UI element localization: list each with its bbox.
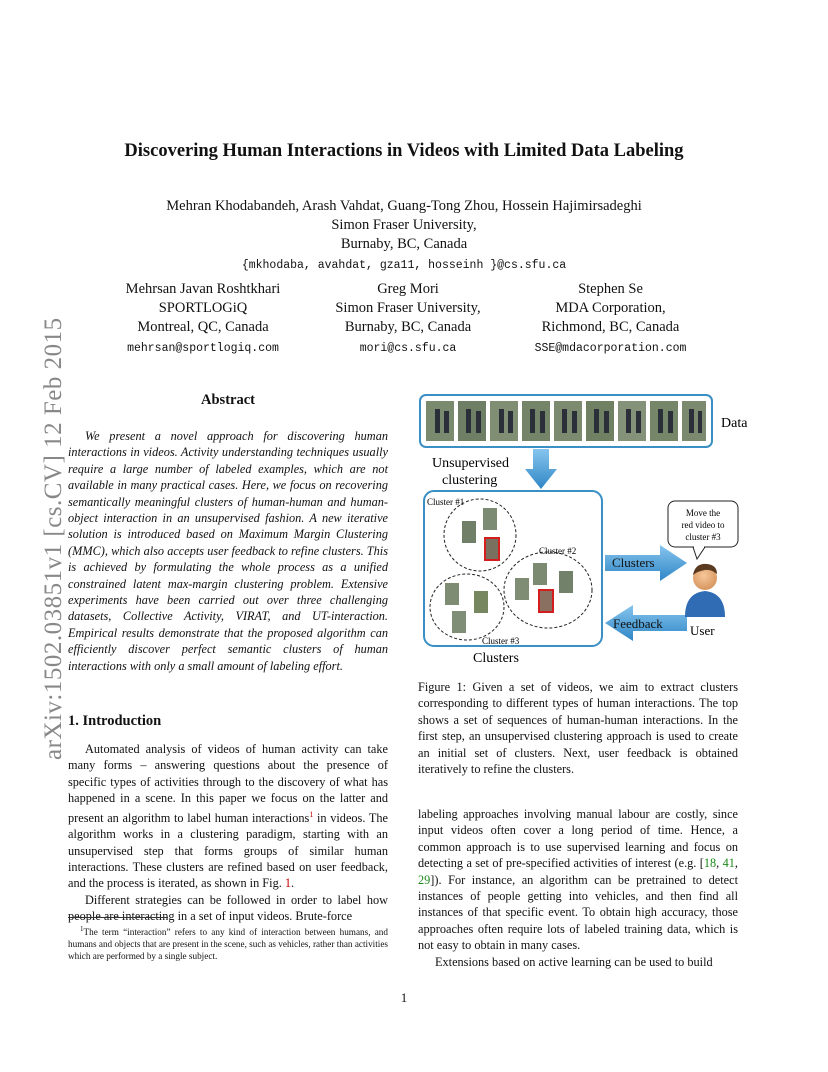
- abstract-text: [68, 428, 388, 674]
- cluster-video[interactable]: [445, 583, 459, 605]
- right-paragraph-1: [418, 806, 738, 954]
- author-location: Burnaby, BC, Canada: [344, 319, 472, 335]
- footnote-link[interactable]: 1: [309, 809, 314, 819]
- clusters-caption-label: Clusters: [473, 651, 519, 666]
- video-thumbnail[interactable]: [522, 401, 550, 441]
- author-affiliation: Simon Fraser University,: [335, 300, 481, 316]
- author-email: {mkhodaba, avahdat, gza11, hosseinh }@cs.sfu.ca: [241, 259, 567, 272]
- section-heading-introduction: 1. Introduction: [68, 713, 162, 729]
- video-thumbnail[interactable]: [618, 401, 646, 441]
- intro-text: Automated analysis of videos of human activity can take many forms – answering questions about the presence of specific types of activities through to the discovery of what has happened in a scene. In this paper we focus on the latter and present an algorithm to label human interactions: [68, 742, 388, 825]
- speech-bubble: [668, 501, 738, 559]
- bubble-line-1: Move the: [685, 508, 721, 518]
- author-block-1: [98, 280, 308, 358]
- intro-text: .: [291, 876, 295, 891]
- footnote-rule: [68, 917, 168, 918]
- introduction-text: [68, 741, 388, 925]
- cluster-3-label: Cluster #3: [482, 636, 520, 646]
- right-paragraph-2: Extensions based on active learning can be used to build: [435, 954, 713, 969]
- bubble-line-3: cluster #3: [685, 532, 721, 542]
- cluster-video[interactable]: [483, 508, 497, 530]
- arrow-feedback-label: Feedback: [613, 616, 663, 631]
- author-block-2: [308, 280, 508, 358]
- highlighted-video[interactable]: [485, 538, 499, 560]
- figure-1-diagram: [415, 393, 755, 668]
- body-text: labeling approaches involving manual labour are costly, since input videos often cover a long period of time. Hence, a common approach is to use supervised learning and focus on detecting a set of pre-specified activities of interest (e.g. [: [418, 807, 738, 871]
- cluster-1-label: Cluster #1: [427, 497, 465, 507]
- intro-paragraph-2: Different strategies can be followed in order to label how people are interacting in a set of input videos. Brute-force: [68, 892, 388, 924]
- body-text: ,: [734, 856, 738, 871]
- author-name: Greg Mori: [377, 281, 439, 297]
- figure-caption: [418, 679, 738, 777]
- cluster-video[interactable]: [452, 611, 466, 633]
- author-block-top: [0, 197, 808, 275]
- user-icon: [685, 564, 725, 617]
- figure-link[interactable]: 1: [284, 876, 292, 891]
- paper-title: Discovering Human Interactions in Videos with Limited Data Labeling: [124, 141, 684, 161]
- cluster-video[interactable]: [515, 578, 529, 600]
- right-column-text: [418, 806, 738, 970]
- video-thumbnail[interactable]: [650, 401, 678, 441]
- author-name: Mehrsan Javan Roshtkhari: [125, 281, 281, 297]
- page-number: 1: [400, 990, 408, 1005]
- video-thumbnail[interactable]: [458, 401, 486, 441]
- highlighted-video[interactable]: [539, 590, 553, 612]
- cluster-video[interactable]: [533, 563, 547, 585]
- abstract-paragraph: We present a novel approach for discovering human interactions in videos. Activity understanding techniques usually require a large number of labeled examples, which are not available in many practical cases. Here, we focus on recovering semantically meaningful clusters of human-human and human-object interaction in an unsupervised fashion. A new iterative solution is introduced based on Maximum Margin Clustering (MMC), which also accepts user feedback to refine clusters. This is achieved by formulating the whole process as a unified constrained latent max-margin clustering problem. Extensive experiments have been carried out over three challenging datasets, Collective Activity, VIRAT, and UT-interaction. Empirical results demonstrate that the proposed algorithm can efficiently discover perfect semantic clusters of human interactions with only a small amount of labeling effort.: [68, 429, 388, 673]
- unsupervised-label: Unsupervised: [432, 456, 509, 471]
- clustering-label: clustering: [442, 473, 498, 488]
- down-arrow-icon: [525, 449, 557, 489]
- author-location: Montreal, QC, Canada: [137, 319, 269, 335]
- arxiv-identifier: arXiv:1502.03851v1 [cs.CV] 12 Feb 2015: [40, 317, 67, 760]
- body-text: ,: [716, 856, 723, 871]
- author-affiliation: Simon Fraser University,: [331, 217, 477, 233]
- author-name: Stephen Se: [578, 281, 643, 297]
- arxiv-sidebar: [22, 285, 67, 760]
- citation-link[interactable]: 29: [418, 872, 431, 887]
- author-email: mori@cs.sfu.ca: [359, 342, 457, 355]
- video-thumbnail[interactable]: [586, 401, 614, 441]
- footnote: [68, 923, 388, 963]
- body-text: ]). For instance, an algorithm can be pretrained to detect instances of people getting into vehicles, and then find all instances of that specific event. To obtain high accuracy, those approaches often require lots of labeled training data, which is not easy to obtain in many cases.: [418, 872, 738, 953]
- bubble-line-2: red video to: [681, 520, 725, 530]
- user-label: User: [690, 623, 715, 638]
- author-email: SSE@mdacorporation.com: [534, 342, 687, 355]
- author-email: mehrsan@sportlogiq.com: [127, 342, 279, 355]
- author-names: Mehran Khodabandeh, Arash Vahdat, Guang-Tong Zhou, Hossein Hajimirsadeghi: [166, 198, 642, 214]
- cluster-video[interactable]: [559, 571, 573, 593]
- author-affiliation: MDA Corporation,: [555, 300, 666, 316]
- figure-caption-text: Figure 1: Given a set of videos, we aim to extract clusters corresponding to different types of human interactions. The top shows a set of sequences of human-human interactions. In the first step, an unsupervised clustering approach is used to create an initial set of clusters. Next, user feedback is obtained iteratively to refine the clusters.: [418, 680, 738, 777]
- footnote-text: The term “interaction” refers to any kind of interaction between humans, and humans and objects that are present in the scene, such as vehicles, rather than activities which are performed by a single subject.: [68, 927, 388, 962]
- cluster-video[interactable]: [474, 591, 488, 613]
- citation-link[interactable]: 41: [722, 856, 735, 871]
- author-affiliation: SPORTLOGiQ: [158, 300, 248, 316]
- author-location: Richmond, BC, Canada: [541, 319, 680, 335]
- footnote-mark: 1: [80, 925, 84, 933]
- cluster-2-label: Cluster #2: [539, 546, 577, 556]
- intro-paragraph-1: [68, 741, 388, 892]
- author-block-3: [508, 280, 713, 358]
- abstract-heading: Abstract: [201, 392, 255, 408]
- video-thumbnail[interactable]: [554, 401, 582, 441]
- arrow-clusters-label: Clusters: [612, 555, 655, 570]
- data-label: Data: [721, 416, 748, 431]
- author-location: Burnaby, BC, Canada: [340, 236, 468, 252]
- intro-text: in videos. The algorithm works in a clustering paradigm, starting with an unsupervised step that forms groups of similar human interactions. These clusters are refined based on user feedback, and the process is iterated, as shown in Fig.: [68, 810, 388, 891]
- cluster-video[interactable]: [462, 521, 476, 543]
- citation-link[interactable]: 18: [703, 856, 717, 871]
